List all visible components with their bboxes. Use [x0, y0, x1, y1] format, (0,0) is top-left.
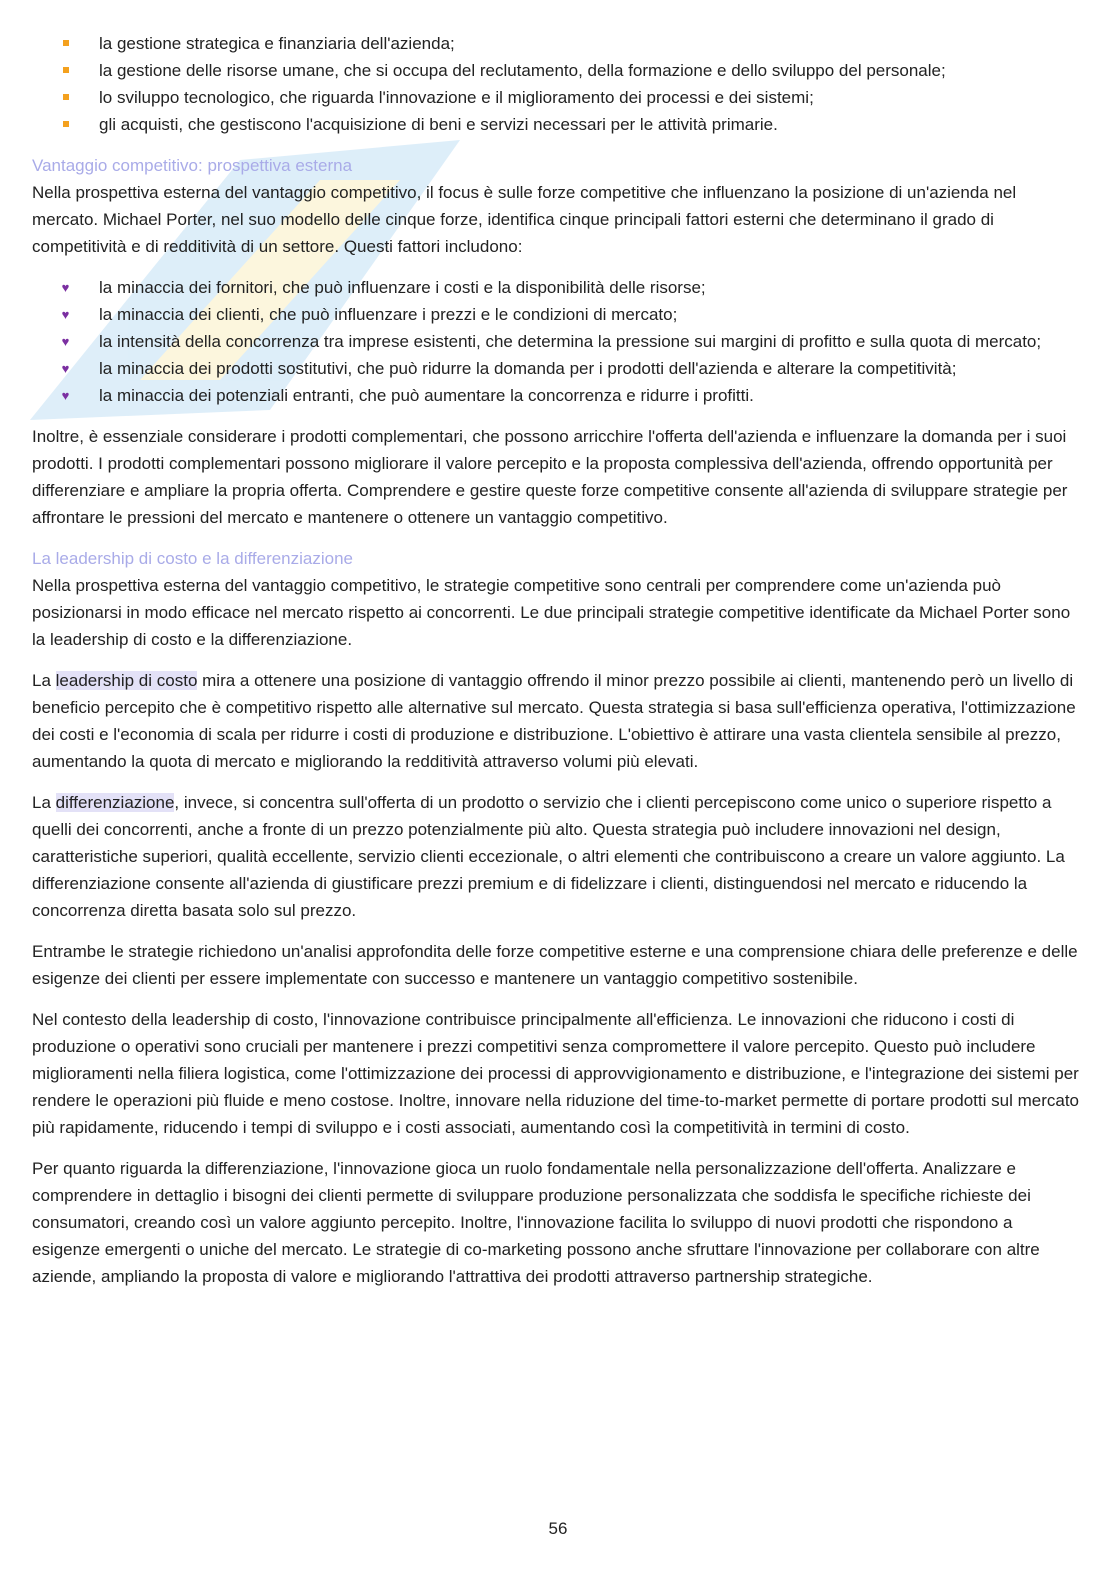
document-page [32, 30, 1082, 1290]
square-bullet-icon [32, 111, 99, 138]
square-bullet-icon [32, 84, 99, 111]
heart-bullet-icon: ♥ [61, 361, 70, 376]
list-item: ♥ la minaccia dei prodotti sostitutivi, che può ridurre la domanda per i prodotti dell'azienda e alterare la competitività; [32, 355, 1082, 382]
paragraph-strategies-intro: Nella prospettiva esterna del vantaggio competitivo, le strategie competitive sono centrali per comprendere come un'azienda può posizionarsi in modo efficace nel mercato rispetto ai concorrenti. Le due principali strategie competitive identificate da Michael Porter sono la leadership di costo e la differenziazione. [32, 576, 1071, 649]
list-item: ♥ la minaccia dei clienti, che può influenzare i prezzi e le condizioni di mercato; [32, 301, 1082, 328]
highlight-differentiation: differenziazione [55, 793, 175, 812]
section-heading-external: Vantaggio competitivo: prospettiva esterna [32, 156, 353, 175]
list-item: ♥ la minaccia dei potenziali entranti, che può aumentare la concorrenza e ridurre i profitti. [32, 382, 1082, 409]
heart-bullet-icon: ♥ [61, 334, 70, 349]
list-item: ♥ la intensità della concorrenza tra imprese esistenti, che determina la pressione sui margini di profitto e sulla quota di mercato; [32, 328, 1082, 355]
paragraph-differentiation: La differenziazione, invece, si concentra sull'offerta di un prodotto o servizio che i clienti percepiscono come unico o superiore rispetto a quelli dei concorrenti, anche a fronte di un prezzo potenzialmente più alto. Questa strategia può includere innovazioni nel design, caratteristiche superiori, qualità eccellente, servizio clienti eccezionale, o altri elementi che contribuiscono a creare un valore aggiunto. La differenziazione consente all'azienda di giustificare prezzi premium e di fidelizzare i clienti, distinguendosi nel mercato e riducendo la concorrenza diretta basata solo sul prezzo. [32, 793, 1065, 920]
square-bullet-icon [32, 57, 99, 84]
highlight-cost-leadership: leadership di costo [55, 671, 198, 690]
heart-bullet-icon: ♥ [61, 388, 70, 403]
heart-bullet-icon: ♥ [61, 280, 70, 295]
paragraph-diff-innovation: Per quanto riguarda la differenziazione, l'innovazione gioca un ruolo fondamentale nella personalizzazione dell'offerta. Analizzare e comprendere in dettaglio i bisogni dei clienti permette di sviluppare produzione personalizzata che soddisfa le specifiche richieste dei consumatori, creando così un valore aggiunto percepito. Inoltre, l'innovazione facilita lo sviluppo di nuovi prodotti che rispondono a esigenze emergenti o uniche del mercato. Le strategie di co-marketing possono anche sfruttare l'innovazione per collaborare con altre aziende, ampliando la proposta di valore e migliorando l'attrattiva dei prodotti attraverso partnership strategiche. [32, 1159, 1040, 1286]
paragraph-cost-leadership: La leadership di costo mira a ottenere una posizione di vantaggio offrendo il minor prezzo possibile ai clienti, mantenendo però un livello di beneficio percepito che è competitivo rispetto alle alternative sul mercato. Questa strategia si basa sull'efficienza operativa, l'ottimizzazione dei costi e l'economia di scala per ridurre i costi di produzione e distribuzione. L'obiettivo è attirare una vasta clientela sensibile al prezzo, aumentando la quota di mercato e migliorando la redditività attraverso volumi più elevati. [32, 671, 1076, 771]
paragraph-cost-innovation: Nel contesto della leadership di costo, l'innovazione contribuisce principalmente all'efficienza. Le innovazioni che riducono i costi di produzione o operativi sono cruciali per mantenere i prezzi competitivi senza compromettere il valore percepito. Questo può includere miglioramenti nella filiera logistica, come l'ottimizzazione dei processi di approvvigionamento e distribuzione, e l'integrazione dei sistemi per rendere le operazioni più fluide e meno costose. Inoltre, innovare nella riduzione del time-to-market permette di portare prodotti sul mercato più rapidamente, riducendo i tempi di sviluppo e i costi associati, aumentando così la competitività in termini di costo. [32, 1010, 1079, 1137]
page-number: 56 [548, 1519, 568, 1538]
paragraph-intro-forces: Nella prospettiva esterna del vantaggio competitivo, il focus è sulle forze competitive che influenzano la posizione di un'azienda nel mercato. Michael Porter, nel suo modello delle cinque forze, identifica cinque principali fattori esterni che determinano il grado di competitività e di redditività di un settore. Questi fattori includono: [32, 183, 1017, 256]
list-item: ♥ la minaccia dei fornitori, che può influenzare i costi e la disponibilità delle risorse; [32, 274, 1082, 301]
paragraph-both-strategies: Entrambe le strategie richiedono un'analisi approfondita delle forze competitive esterne e una comprensione chiara delle preferenze e delle esigenze dei clienti per essere implementate con successo e mantenere un vantaggio competitivo sostenibile. [32, 942, 1078, 988]
list-item: gli acquisti, che gestiscono l'acquisizione di beni e servizi necessari per le attività primarie. [32, 111, 1082, 138]
support-activities-list [32, 30, 1082, 138]
five-forces-list [32, 274, 1082, 409]
paragraph-complementary: Inoltre, è essenziale considerare i prodotti complementari, che possono arricchire l'offerta dell'azienda e influenzare la domanda per i suoi prodotti. I prodotti complementari possono migliorare il valore percepito e la proposta complessiva dell'azienda, offrendo opportunità per differenziare e ampliare la propria offerta. Comprendere e gestire queste forze competitive consente all'azienda di sviluppare strategie per affrontare le pressioni del mercato e mantenere o ottenere un vantaggio competitivo. [32, 427, 1068, 527]
heart-bullet-icon: ♥ [61, 307, 70, 322]
square-bullet-icon [32, 30, 99, 57]
section-heading-strategies: La leadership di costo e la differenziazione [32, 549, 354, 568]
list-item: la gestione delle risorse umane, che si occupa del reclutamento, della formazione e dello sviluppo del personale; [32, 57, 1082, 84]
list-item: lo sviluppo tecnologico, che riguarda l'innovazione e il miglioramento dei processi e dei sistemi; [32, 84, 1082, 111]
list-item: la gestione strategica e finanziaria dell'azienda; [32, 30, 1082, 57]
